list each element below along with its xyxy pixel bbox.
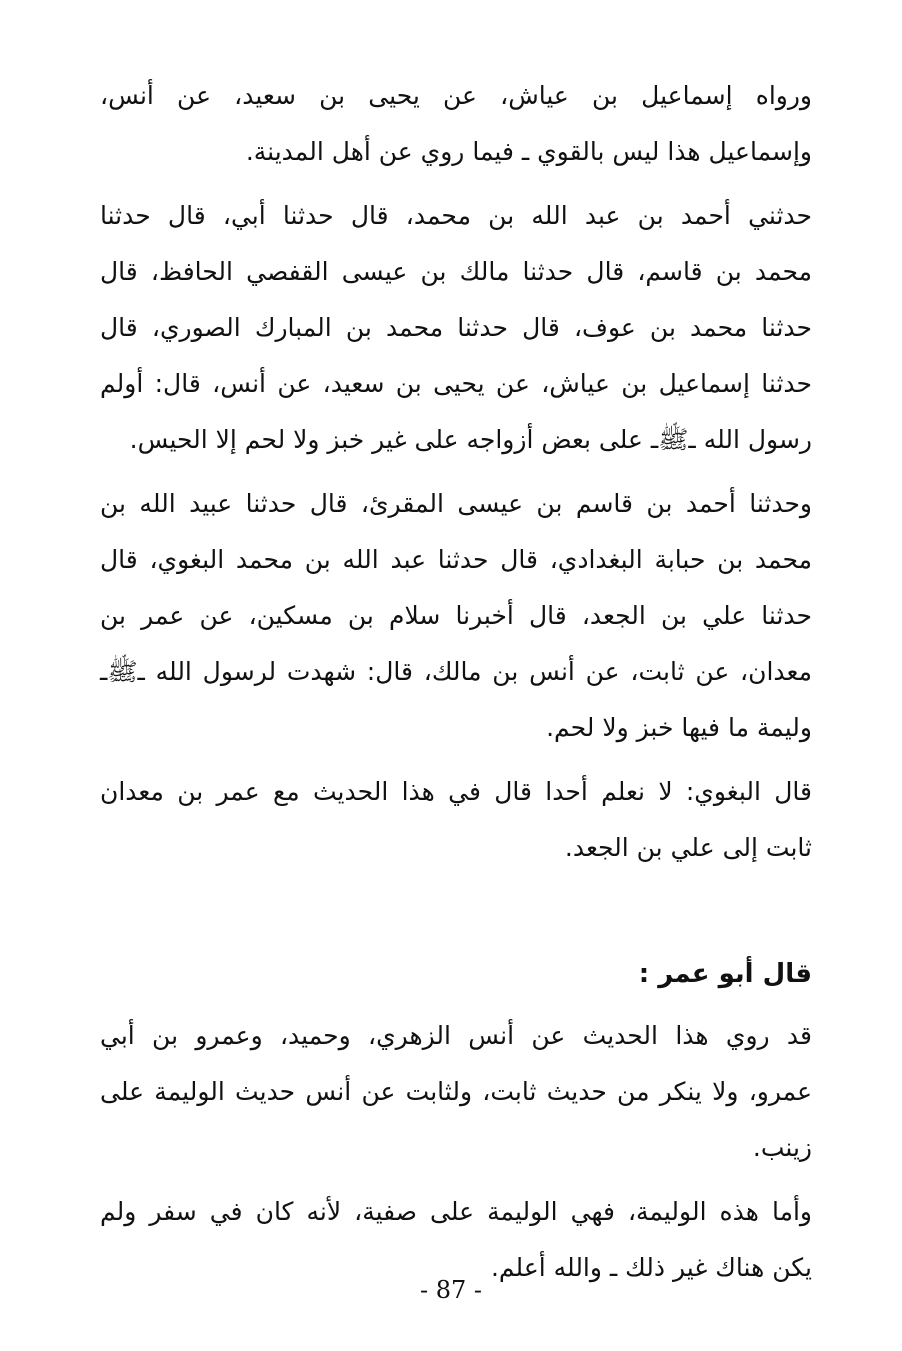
text-line: حدثنا محمد بن عوف، قال حدثنا محمد بن المبارك الصوري، قال: [100, 313, 812, 342]
text-line: وإسماعيل هذا ليس بالقوي ـ فيما روي عن أهل المدينة.: [245, 137, 812, 166]
paragraph-4: [100, 764, 812, 876]
text-line: قال البغوي: لا نعلم أحدا قال في هذا الحديث مع عمر بن معدان: [100, 777, 812, 806]
section-heading: قال أبو عمر :: [638, 959, 812, 989]
text-line: وأما هذه الوليمة، فهي الوليمة على صفية، لأنه كان في سفر ولم: [100, 1197, 812, 1226]
text-line: محمد بن قاسم، قال حدثنا مالك بن عيسى القفصي الحافظ، قال: [100, 257, 812, 286]
text-line: ثابت إلى علي بن الجعد.: [564, 833, 812, 862]
text-line: رسول الله ـﷺـ على بعض أزواجه على غير خبز ولا لحم إلا الحيس.: [129, 425, 812, 454]
text-line: عمرو، ولا ينكر من حديث ثابت، ولثابت عن أنس حديث الوليمة على: [100, 1077, 812, 1106]
text-line: حدثنا إسماعيل بن عياش، عن يحيى بن سعيد، عن أنس، قال: أولم: [100, 369, 812, 398]
paragraph-1: [100, 68, 812, 180]
text-line: ورواه إسماعيل بن عياش، عن يحيى بن سعيد، عن أنس،: [100, 81, 812, 110]
text-line: حدثنا علي بن الجعد، قال أخبرنا سلام بن مسكين، عن عمر بن: [100, 601, 812, 630]
text-line: وحدثنا أحمد بن قاسم بن عيسى المقرئ، قال حدثنا عبيد الله بن: [100, 489, 812, 518]
text-line: وليمة ما فيها خبز ولا لحم.: [546, 713, 812, 742]
text-line: قد روي هذا الحديث عن أنس الزهري، وحميد، وعمرو بن أبي: [100, 1021, 812, 1050]
text-line: يكن هناك غير ذلك ـ والله أعلم.: [490, 1253, 812, 1282]
paragraph-5: [100, 1008, 812, 1176]
text-line: زينب.: [752, 1133, 812, 1162]
paragraph-2: [100, 188, 812, 468]
text-line: حدثني أحمد بن عبد الله بن محمد، قال حدثنا أبي، قال حدثنا: [100, 201, 812, 230]
paragraph-3: [100, 476, 812, 756]
page-number: - 87 -: [419, 1276, 482, 1304]
text-line: محمد بن حبابة البغدادي، قال حدثنا عبد الله بن محمد البغوي، قال: [100, 545, 812, 574]
page-body: [100, 68, 812, 1296]
text-line: معدان، عن ثابت، عن أنس بن مالك، قال: شهدت لرسول الله ـﷺـ: [100, 657, 812, 686]
